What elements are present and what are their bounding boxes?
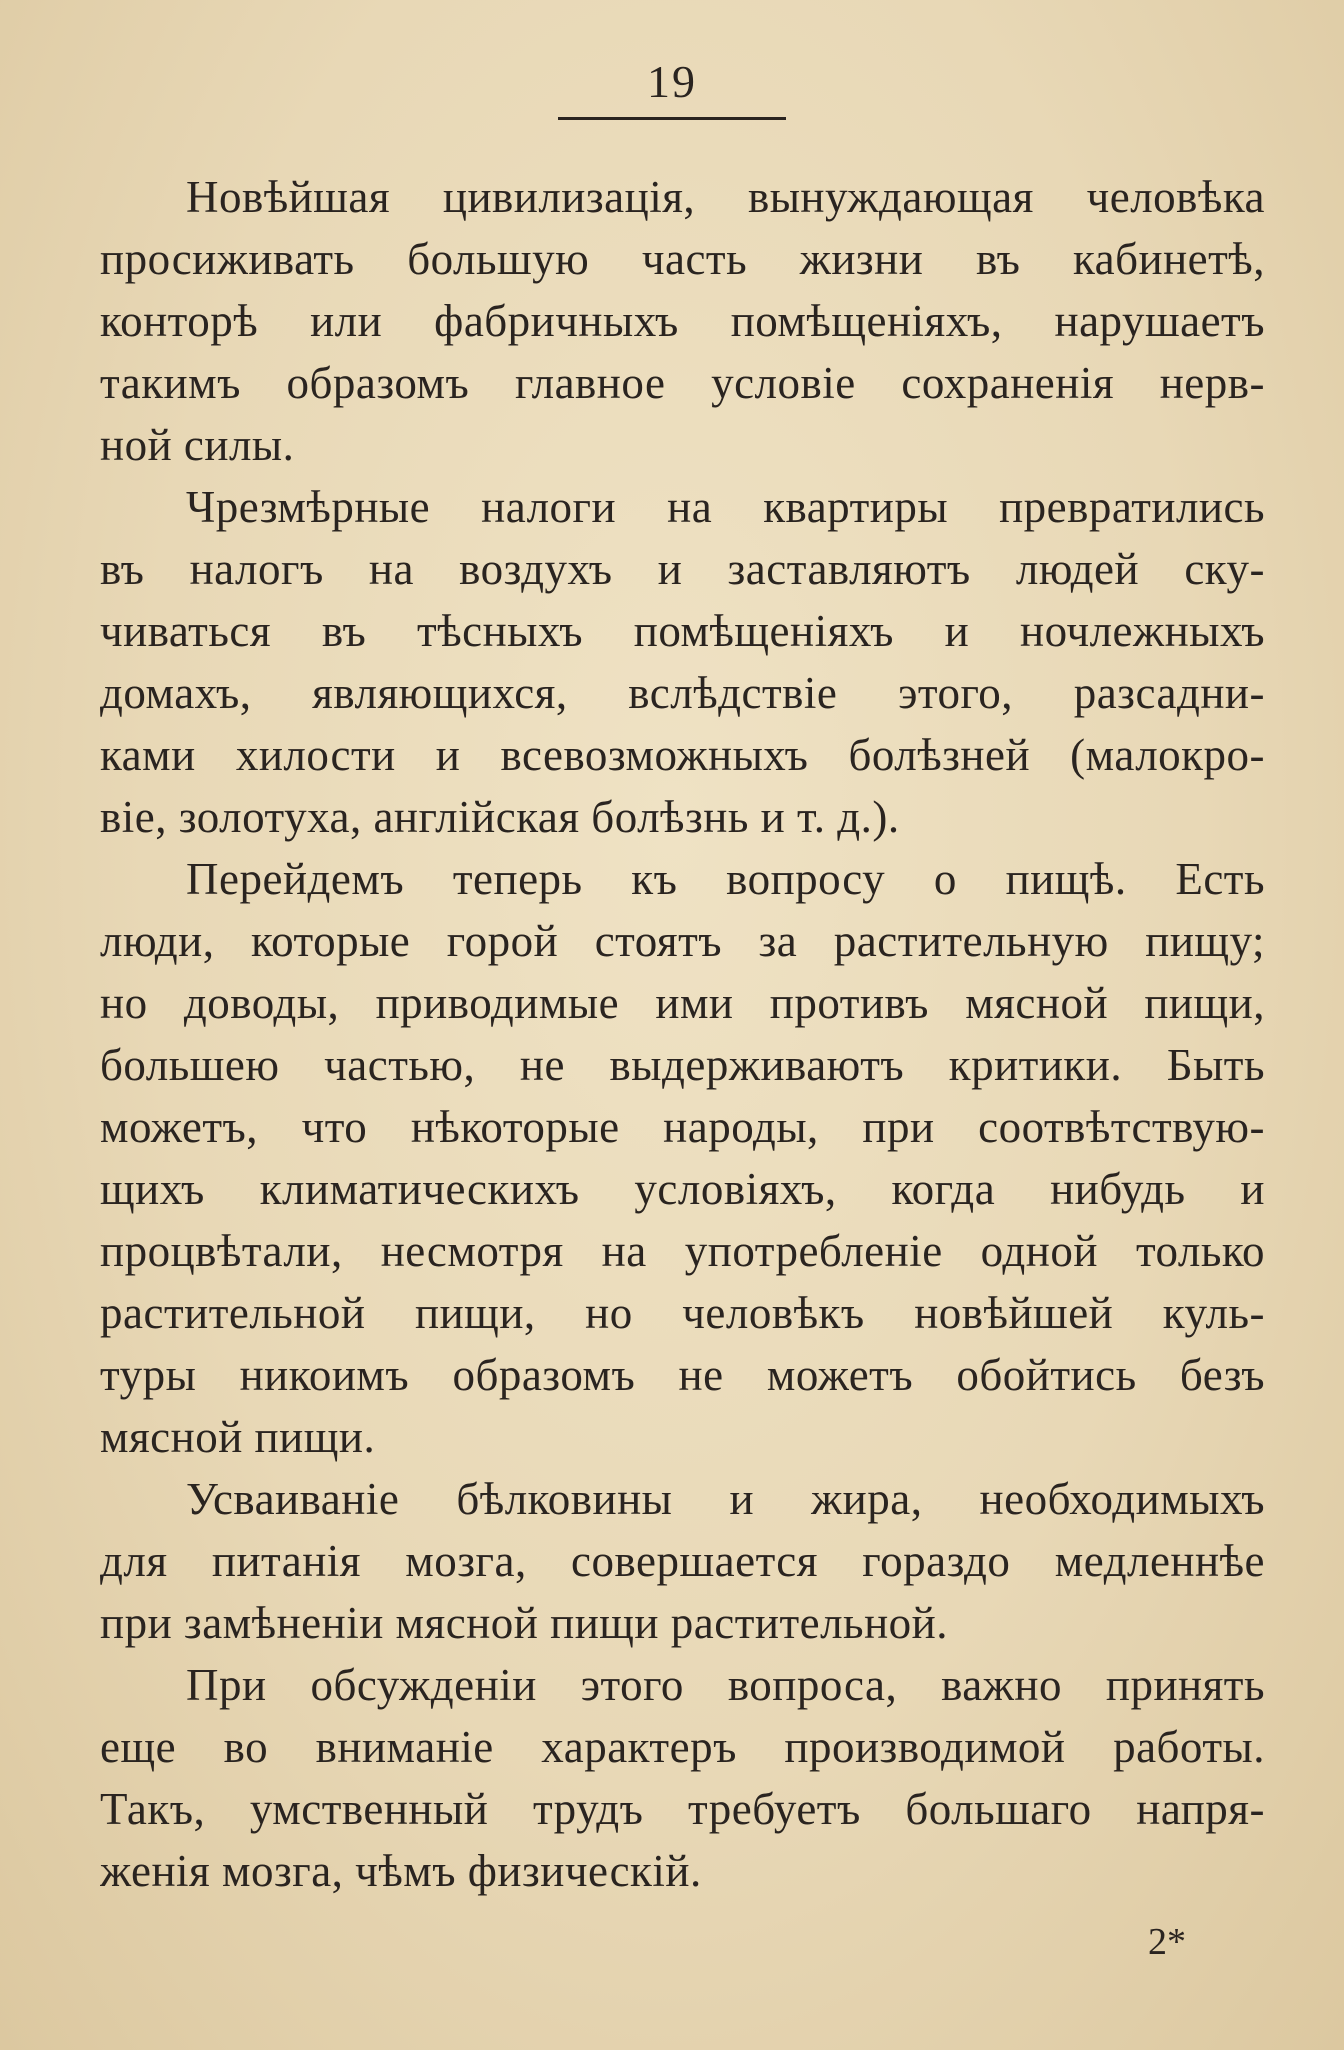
text-line: большею частью, не выдерживаютъ критики. Быть [100, 1040, 1265, 1090]
text-line: но доводы, приводимые ими противъ мясной пищи, [100, 978, 1265, 1028]
text-line: Такъ, умственный трудъ требуетъ большаго напря- [100, 1784, 1265, 1834]
text-line: щихъ климатическихъ условіяхъ, когда нибудь и [100, 1164, 1265, 1214]
body-text [100, 166, 1265, 1902]
signature-mark: 2* [1148, 1921, 1186, 1963]
text-line: процвѣтали, несмотря на употребленіе одной только [100, 1226, 1265, 1276]
text-line: при замѣненіи мясной пищи растительной. [100, 1598, 948, 1648]
text-line: растительной пищи, но человѣкъ новѣйшей куль- [100, 1288, 1265, 1338]
text-line: чиваться въ тѣсныхъ помѣщеніяхъ и ночлежныхъ [100, 606, 1265, 656]
text-line: віе, золотуха, англійская болѣзнь и т. д.). [100, 792, 900, 842]
text-line: для питанія мозга, совершается гораздо медленнѣе [100, 1536, 1265, 1586]
text-line: Усваиваніе бѣлковины и жира, необходимыхъ [186, 1474, 1265, 1524]
text-line: женія мозга, чѣмъ физическій. [100, 1846, 702, 1896]
header-rule [558, 117, 786, 120]
text-line: Чрезмѣрные налоги на квартиры превратились [186, 482, 1265, 532]
text-line: домахъ, являющихся, вслѣдствіе этого, разсадни- [100, 668, 1265, 718]
text-line: ной силы. [100, 420, 295, 470]
text-line: туры никоимъ образомъ не можетъ обойтись безъ [100, 1350, 1265, 1400]
text-line: Новѣйшая цивилизація, вынуждающая человѣка [186, 172, 1265, 222]
text-line: конторѣ или фабричныхъ помѣщеніяхъ, нарушаетъ [100, 296, 1265, 346]
text-line: можетъ, что нѣкоторые народы, при соотвѣтствую- [100, 1102, 1265, 1152]
text-line: ками хилости и всевозможныхъ болѣзней (малокро- [100, 730, 1265, 780]
page-number: 19 [647, 56, 697, 107]
text-line: въ налогъ на воздухъ и заставляютъ людей ску- [100, 544, 1265, 594]
text-line: Перейдемъ теперь къ вопросу о пищѣ. Есть [186, 854, 1265, 904]
text-line: такимъ образомъ главное условіе сохраненія нерв- [100, 358, 1265, 408]
text-line: При обсужденіи этого вопроса, важно принять [186, 1660, 1265, 1710]
text-line: люди, которые горой стоятъ за растительную пищу; [100, 916, 1265, 966]
text-line: мясной пищи. [100, 1412, 376, 1462]
text-line: просиживать большую часть жизни въ кабинетѣ, [100, 234, 1265, 284]
text-line: еще во вниманіе характеръ производимой работы. [100, 1722, 1265, 1772]
